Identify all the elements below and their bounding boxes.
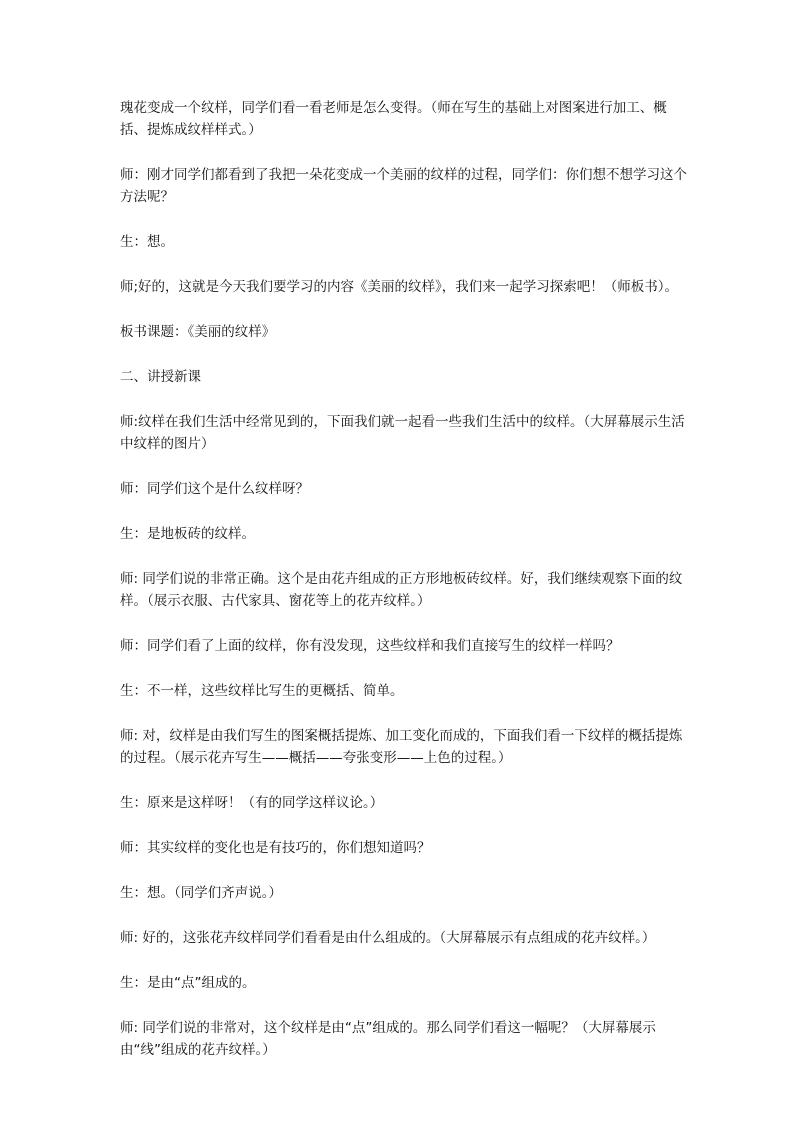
section-heading: 二、讲授新课	[120, 369, 201, 385]
paragraph: 师: 同学们说的非常正确。这个是由花卉组成的正方形地板砖纹样。好，我们继续观察下面的纹样。（展示衣服、古代家具、窗花等上的花卉纹样。）	[120, 571, 683, 609]
paragraph: 生：是由“点”组成的。	[120, 975, 256, 991]
paragraph: 师：同学们这个是什么纹样呀？	[120, 481, 309, 497]
paragraph: 板书课题：《美丽的纹样》	[120, 324, 276, 340]
paragraph: 师: 好的，这张花卉纹样同学们看看是由什么组成的。（大屏幕展示有点组成的花卉纹样。）	[120, 930, 656, 946]
paragraph: 师: 对，纹样是由我们写生的图案概括提炼、加工变化而成的，下面我们看一下纹样的概括提炼的过程。（展示花卉写生——概括——夸张变形——上色的过程。）	[120, 728, 683, 766]
paragraph: 生：原来是这样呀！（有的同学这样议论。）	[120, 795, 384, 811]
paragraph: 师;好的，这就是今天我们要学习的内容《美丽的纹样》，我们来一起学习探索吧！（师板书）。	[120, 279, 679, 295]
document-body	[120, 97, 690, 1084]
paragraph: 生：想。	[120, 234, 174, 250]
paragraph: 师：其实纹样的变化也是有技巧的，你们想知道吗？	[120, 840, 431, 856]
paragraph: 师:纹样在我们生活中经常见到的，下面我们就一起看一些我们生活中的纹样。（大屏幕展示生活中纹样的图片）	[120, 414, 685, 452]
paragraph: 生：不一样，这些纹样比写生的更概括、简单。	[120, 683, 404, 699]
paragraph: 瑰花变成一个纹样，同学们看一看老师是怎么变得。（师在写生的基础上对图案进行加工、概括、提炼成纹样样式。）	[120, 100, 667, 138]
paragraph: 师：同学们看了上面的纹样，你有没发现，这些纹样和我们直接写生的纹样一样吗？	[120, 638, 620, 654]
paragraph: 师：刚才同学们都看到了我把一朵花变成一个美丽的纹样的过程，同学们：你们想不想学习这个方法呢？	[120, 167, 687, 205]
paragraph: 生：想。（同学们齐声说。）	[120, 885, 282, 901]
paragraph: 师: 同学们说的非常对，这个纹样是由“点”组成的。那么同学们看这一幅呢？（大屏幕展示由“线”组成的花卉纹样。）	[120, 1020, 656, 1058]
paragraph: 生：是地板砖的纹样。	[120, 526, 255, 542]
